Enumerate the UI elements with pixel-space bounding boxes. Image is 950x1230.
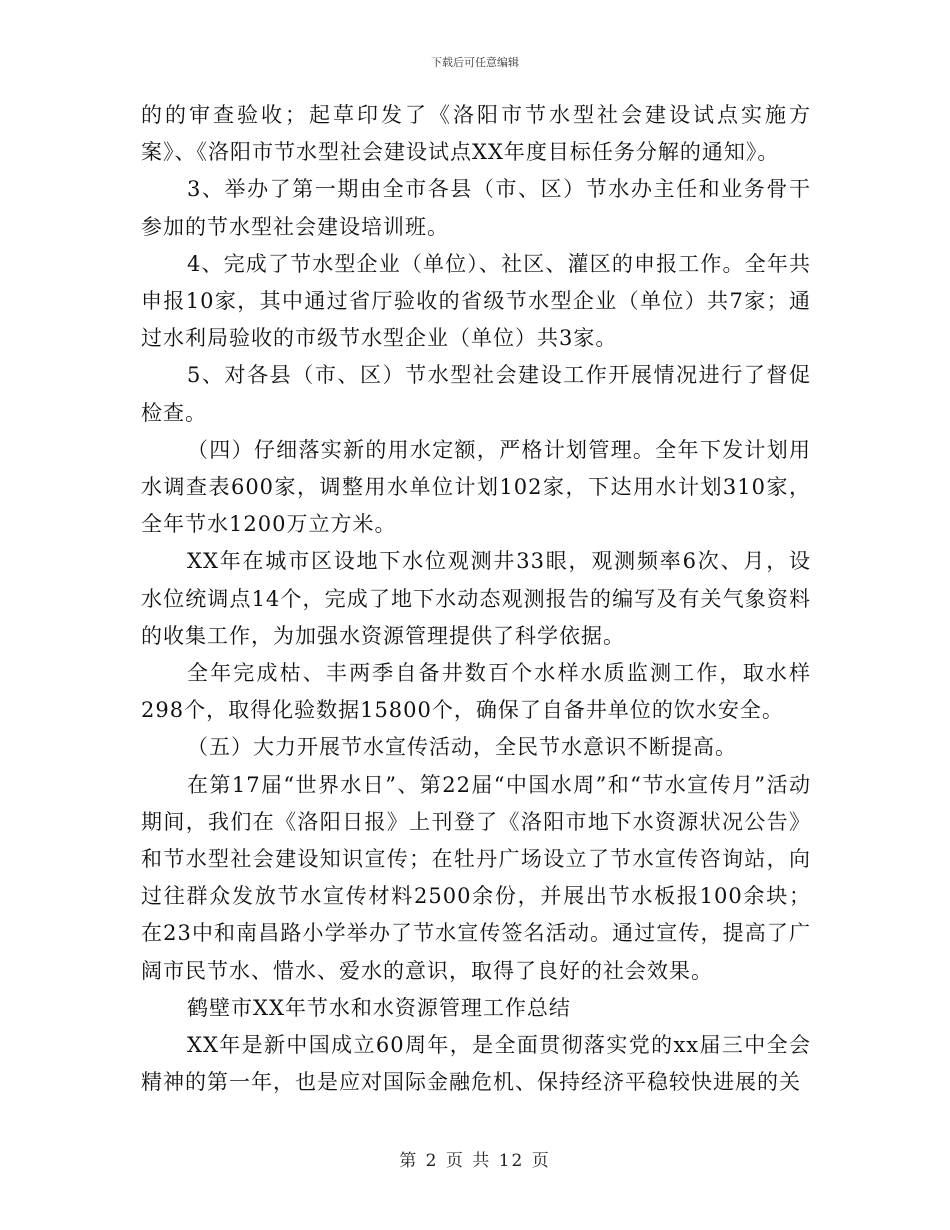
section-heading: （五）大力开展节水宣传活动，全民节水意识不断提高。 (187, 735, 737, 760)
page-header: 下载后可任意编辑 (431, 56, 519, 69)
paragraph: XX年在城市区设地下水位观测井33眼，观测频率6次、月，设水位统调点14个，完成了地下水动态观测报告的编写及有关气象资料的收集工作，为加强水资源管理提供了科学依据。 (141, 549, 811, 648)
paragraph: 5、对各县（市、区）节水型社会建设工作开展情况进行了督促检查。 (141, 363, 811, 425)
paragraph: 4、完成了节水型企业（单位）、社区、灌区的申报工作。全年共申报10家，其中通过省厅验收的省级节水型企业（单位）共7家；通过水利局验收的市级节水型企业（单位）共3家。 (141, 251, 811, 351)
document-body (141, 97, 811, 1101)
paragraph: 在第17届“世界水日”、第22届“中国水周”和“节水宣传月”活动期间，我们在《洛阳日报》上刊登了《洛阳市地下水资源状况公告》和节水型社会建设知识宣传；在牡丹广场设立了节水宣传咨询站，向过往群众发放节水宣传材料2500余份，并展出节水板报100余块；在23中和南昌路小学举办了节水宣传签名活动。通过宣传，提高了广阔市民节水、惜水、爱水的意识，取得了良好的社会效果。 (141, 772, 811, 983)
paragraph: XX年是新中国成立60周年，是全面贯彻落实党的xx届三中全会精神的第一年，也是应对国际金融危机、保持经济平稳较快进展的关 (141, 1033, 811, 1095)
section-heading: （四）仔细落实新的用水定额，严格计划管理。全年下发计划用水调查表600家，调整用水单位计划102家，下达用水计划310家，全年节水1200万立方米。 (141, 437, 811, 537)
paragraph: 的的审查验收；起草印发了《洛阳市节水型社会建设试点实施方案》、《洛阳市节水型社会建设试点XX年度目标任务分解的通知》。 (141, 103, 811, 165)
paragraph: 3、举办了第一期由全市各县（市、区）节水办主任和业务骨干参加的节水型社会建设培训班。 (141, 177, 811, 239)
page-footer: 第 2 页 共 12 页 (399, 1151, 551, 1171)
paragraph: 全年完成枯、丰两季自备井数百个水样水质监测工作，取水样298个，取得化验数据15800个，确保了自备井单位的饮水安全。 (141, 661, 811, 723)
document-title: 鹤壁市XX年节水和水资源管理工作总结 (187, 995, 571, 1020)
